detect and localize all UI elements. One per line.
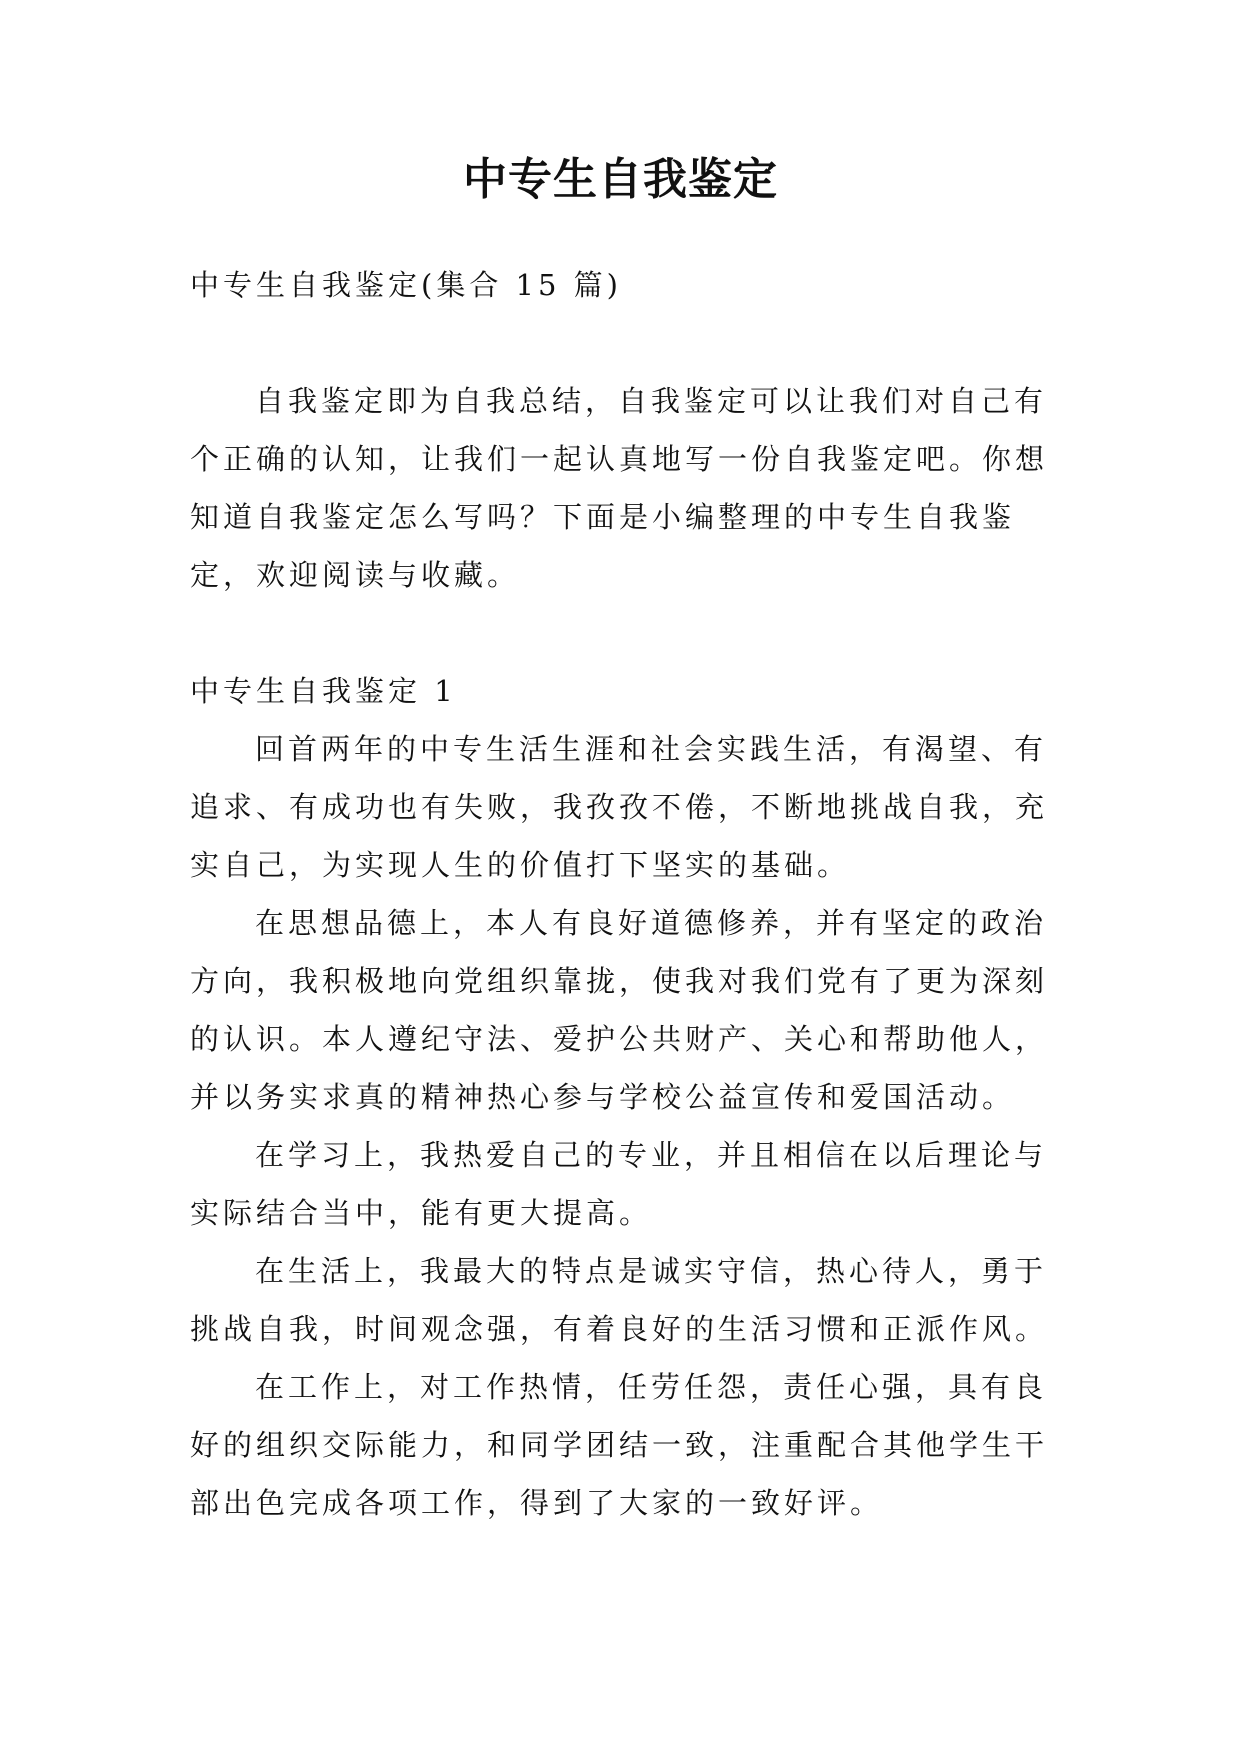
intro-line: 定，欢迎阅读与收藏。 — [190, 558, 521, 592]
paragraph-line: 方向，我积极地向党组织靠拢，使我对我们党有了更为深刻 — [190, 964, 1049, 998]
paragraph-line: 在学习上，我热爱自己的专业，并且相信在以后理论与 — [255, 1138, 1048, 1172]
paragraph-line: 实自己，为实现人生的价值打下坚实的基础。 — [190, 848, 851, 882]
paragraph-line: 回首两年的中专生活生涯和社会实践生活，有渴望、有 — [255, 732, 1048, 766]
paragraph-life — [190, 1242, 1050, 1358]
paragraph-line: 部出色完成各项工作，得到了大家的一致好评。 — [190, 1486, 884, 1520]
paragraph-work — [190, 1358, 1050, 1532]
intro-line: 知道自我鉴定怎么写吗？下面是小编整理的中专生自我鉴 — [190, 500, 1016, 534]
paragraph-line: 好的组织交际能力，和同学团结一致，注重配合其他学生干 — [190, 1428, 1049, 1462]
intro-line: 个正确的认知，让我们一起认真地写一份自我鉴定吧。你想 — [190, 442, 1049, 476]
paragraph-line: 并以务实求真的精神热心参与学校公益宣传和爱国活动。 — [190, 1080, 1016, 1114]
paragraph-line: 在工作上，对工作热情，任劳任怨，责任心强，具有良 — [255, 1370, 1048, 1404]
paragraph-line: 实际结合当中，能有更大提高。 — [190, 1196, 653, 1230]
paragraph-line: 追求、有成功也有失败，我孜孜不倦，不断地挑战自我，充 — [190, 790, 1049, 824]
intro-paragraph — [190, 372, 1050, 604]
paragraph-line: 的认识。本人遵纪守法、爱护公共财产、关心和帮助他人， — [190, 1022, 1049, 1056]
intro-line: 自我鉴定即为自我总结，自我鉴定可以让我们对自己有 — [255, 384, 1048, 418]
document-body — [190, 256, 1050, 1532]
paragraph-line: 在思想品德上，本人有良好道德修养，并有坚定的政治 — [255, 906, 1048, 940]
paragraph-line: 挑战自我，时间观念强，有着良好的生活习惯和正派作风。 — [190, 1312, 1049, 1346]
paragraph-study — [190, 1126, 1050, 1242]
paragraph-line: 在生活上，我最大的特点是诚实守信，热心待人，勇于 — [255, 1254, 1048, 1288]
section-heading: 中专生自我鉴定 1 — [190, 674, 457, 708]
document-title: 中专生自我鉴定 — [463, 154, 778, 205]
document-subtitle: 中专生自我鉴定(集合 15 篇) — [190, 268, 622, 302]
paragraph-review — [190, 720, 1050, 894]
paragraph-morality — [190, 894, 1050, 1126]
